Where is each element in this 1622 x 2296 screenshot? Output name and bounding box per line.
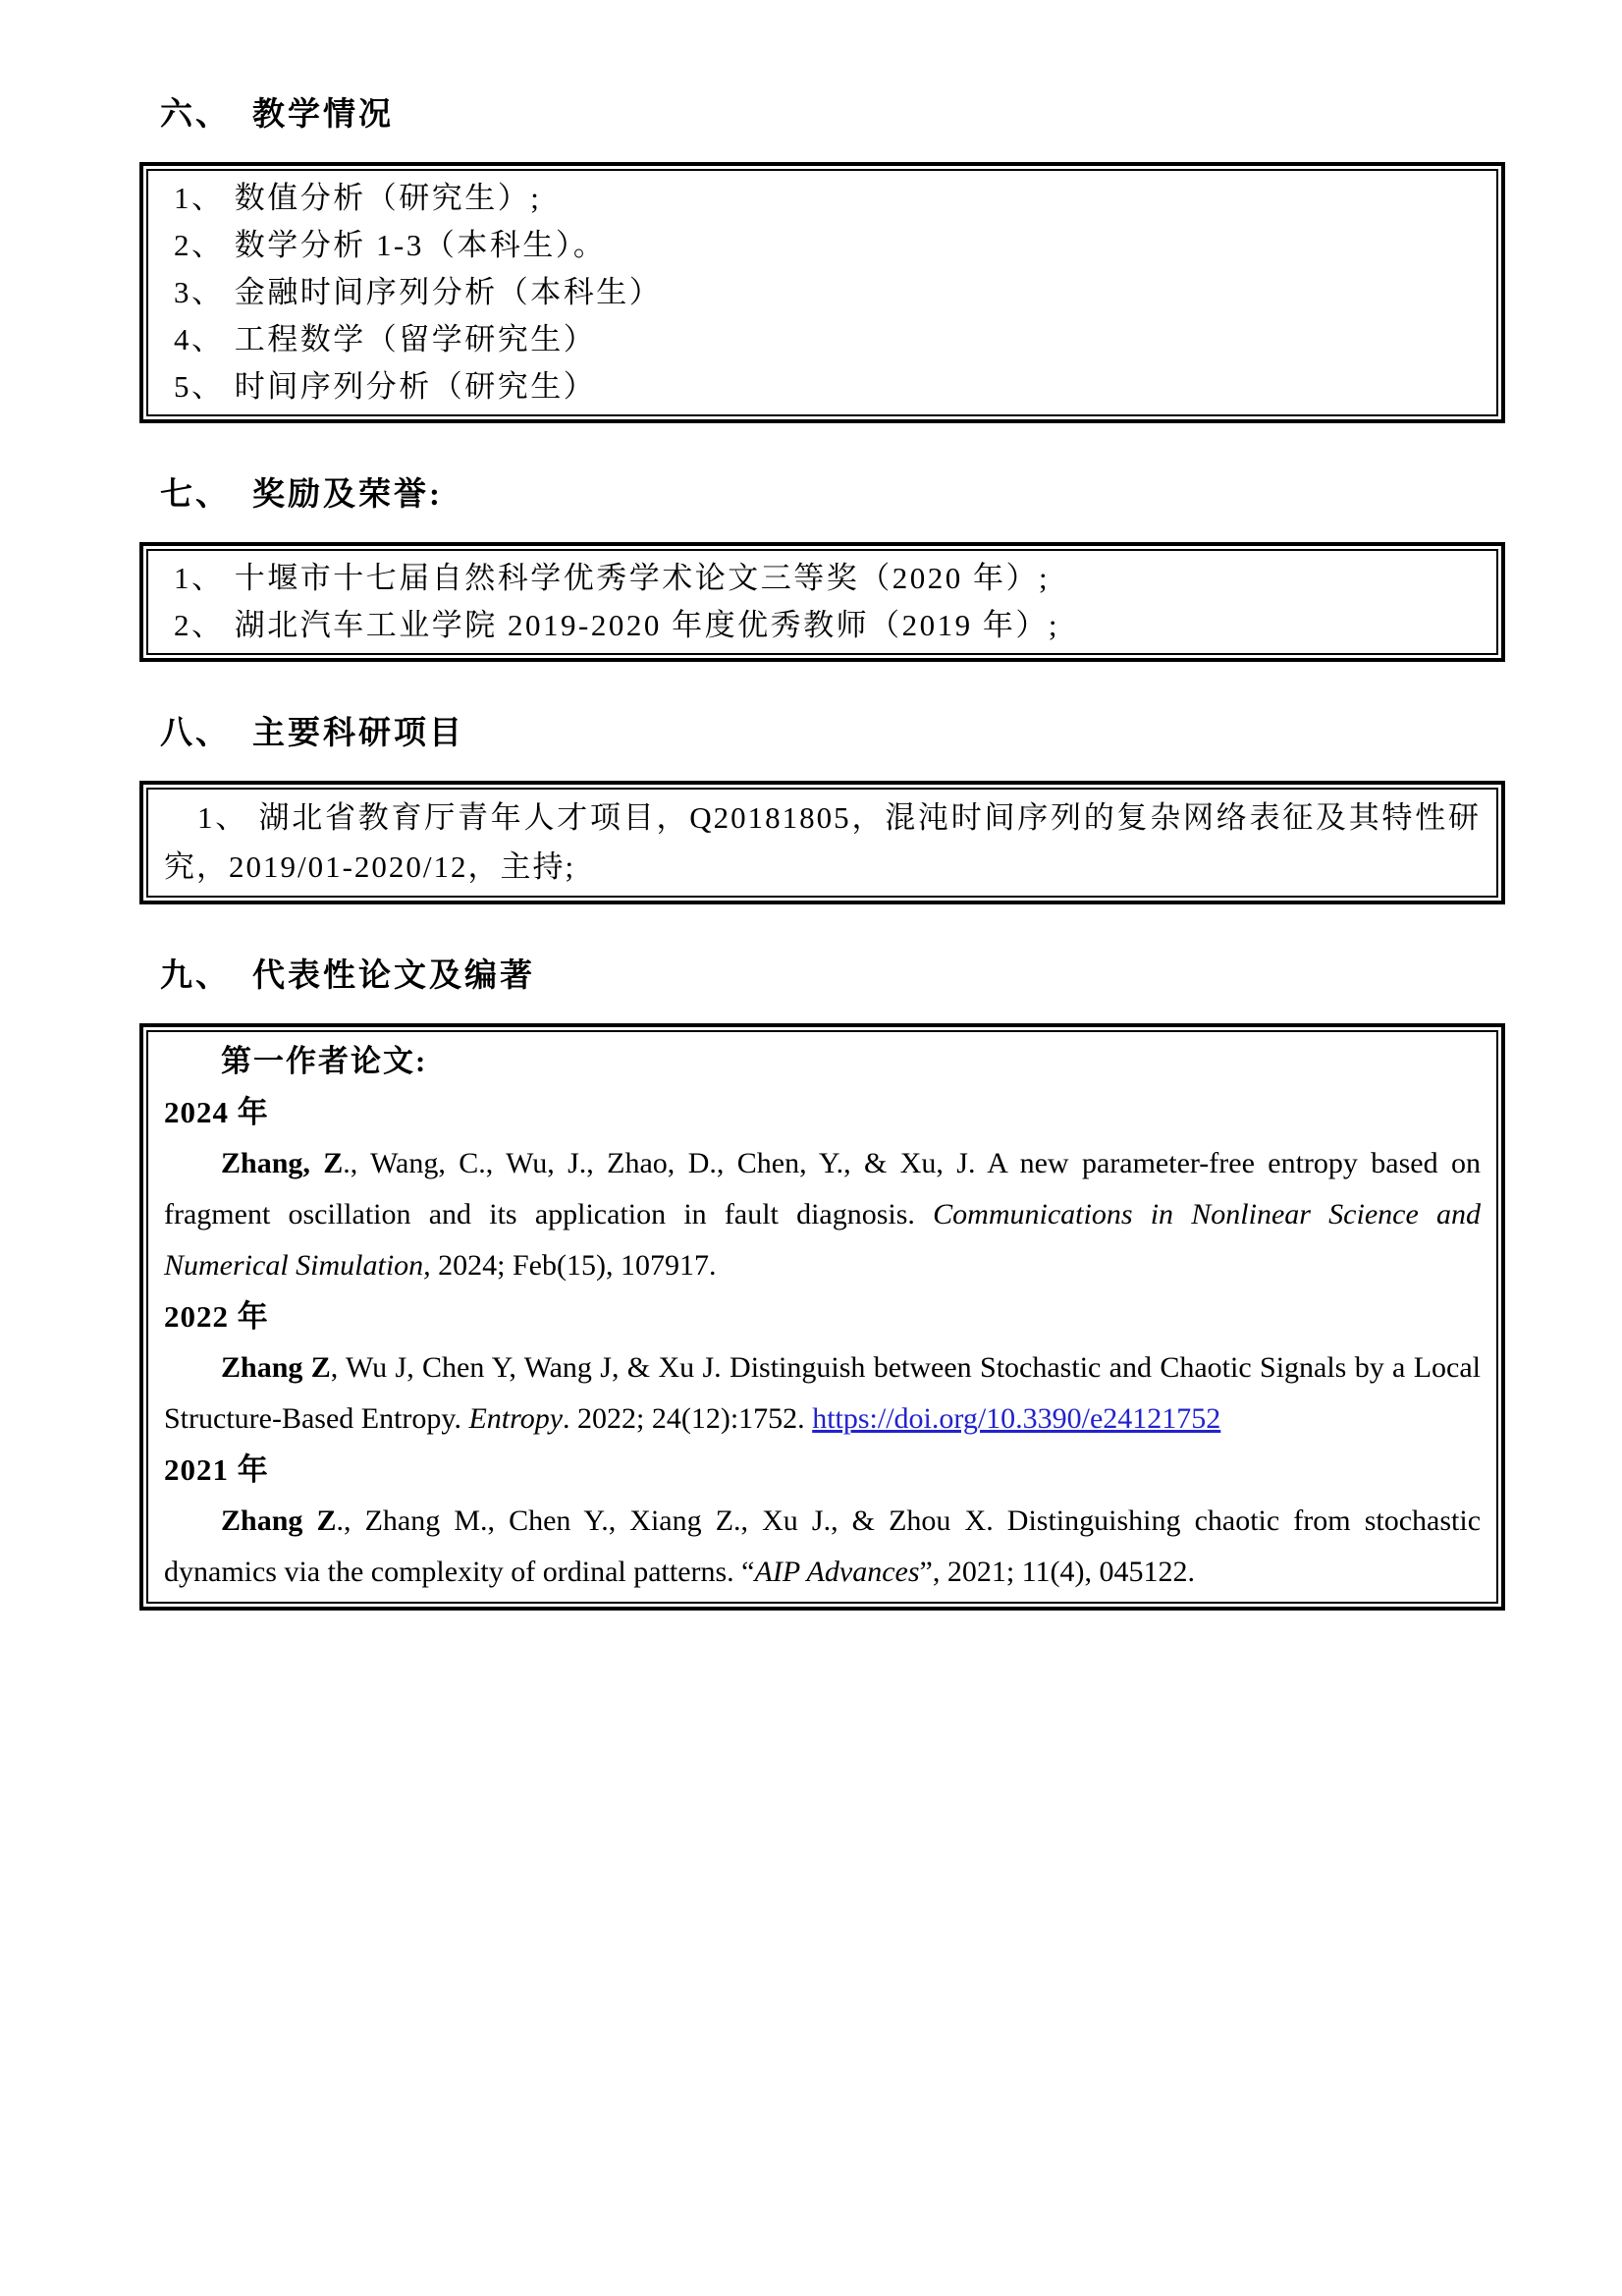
citation-segment: Zhang Z [221,1503,337,1537]
section-number: 八、 [160,715,231,751]
pub-entry-2022 [164,1342,1481,1445]
teaching-item: 3、 金融时间序列分析（本科生） [174,274,663,309]
citation-segment: 2024; Feb(15), 107917. [430,1248,717,1282]
publications-box [139,1023,1505,1611]
section-number: 七、 [160,476,231,513]
awards-box [139,542,1505,662]
citation-segment: Zhang Z [221,1350,331,1384]
section-number: 九、 [160,957,231,994]
publications-box-inner [146,1030,1498,1604]
doi-link[interactable]: https://doi.org/10.3390/e24121752 [812,1401,1221,1435]
section-title: 奖励及荣誉: [252,476,443,513]
pub-entry-2024 [164,1138,1481,1291]
section-heading-teaching [160,94,1505,137]
section-heading-awards [160,474,1505,517]
citation-segment: Zhang, Z [221,1146,344,1179]
award-item: 1、 十堰市十七届自然科学优秀学术论文三等奖（2020 年）; [174,560,1051,595]
teaching-box [139,162,1505,423]
section-title: 主要科研项目 [252,715,464,751]
citation-segment: ., Wang, C., Wu, J., Zhao, D., Chen, Y., & Xu, J. A new parameter-free entropy based on fragment oscillation and its application in fault diagnosis. [164,1146,1481,1230]
teaching-box-inner [146,169,1498,416]
pub-year-2024: 2024 年 [164,1094,269,1129]
section-title: 教学情况 [252,97,394,133]
section-number: 六、 [160,97,231,133]
pub-year-2021: 2021 年 [164,1451,269,1487]
citation-segment: ”, 2021; 11(4), 045122. [919,1555,1196,1588]
section-heading-projects [160,713,1505,755]
projects-box-inner [146,788,1498,898]
citation-segment: Entropy [468,1401,564,1435]
citation-segment: . 2022; 24(12):1752. [563,1401,813,1435]
pub-subheading: 第一作者论文: [221,1043,428,1078]
teaching-item: 4、 工程数学（留学研究生） [174,321,597,356]
teaching-item: 2、 数学分析 1-3（本科生）。 [174,227,607,262]
section-heading-publications [160,956,1505,998]
section-title: 代表性论文及编著 [252,957,535,994]
awards-box-inner [146,549,1498,655]
project-entry: 1、 湖北省教育厅青年人才项目，Q20181805，混沌时间序列的复杂网络表征及其特性研究，2019/01-2020/12，主持; [164,799,1481,884]
projects-box [139,781,1505,904]
citation-segment: Communications in Nonlinear Science and Numerical Simulation, [164,1197,1481,1282]
citation-segment: , Wu J, Chen Y, Wang J, & Xu J. Distinguish between Stochastic and Chaotic Signals by a Local Structure-Based Entropy. [164,1350,1482,1435]
teaching-item: 1、 数值分析（研究生）; [174,180,542,215]
award-item: 2、 湖北汽车工业学院 2019-2020 年度优秀教师（2019 年）; [174,607,1059,642]
pub-entry-2021 [164,1496,1481,1598]
citation-segment: ., Zhang M., Chen Y., Xiang Z., Xu J., & Zhou X. Distinguishing chaotic from stochastic dynamics via the complexity of ordinal patterns. “ [164,1503,1482,1588]
pub-year-2022: 2022 年 [164,1298,269,1334]
teaching-item: 5、 时间序列分析（研究生） [174,368,597,404]
citation-segment: AIP Advances [754,1555,920,1588]
